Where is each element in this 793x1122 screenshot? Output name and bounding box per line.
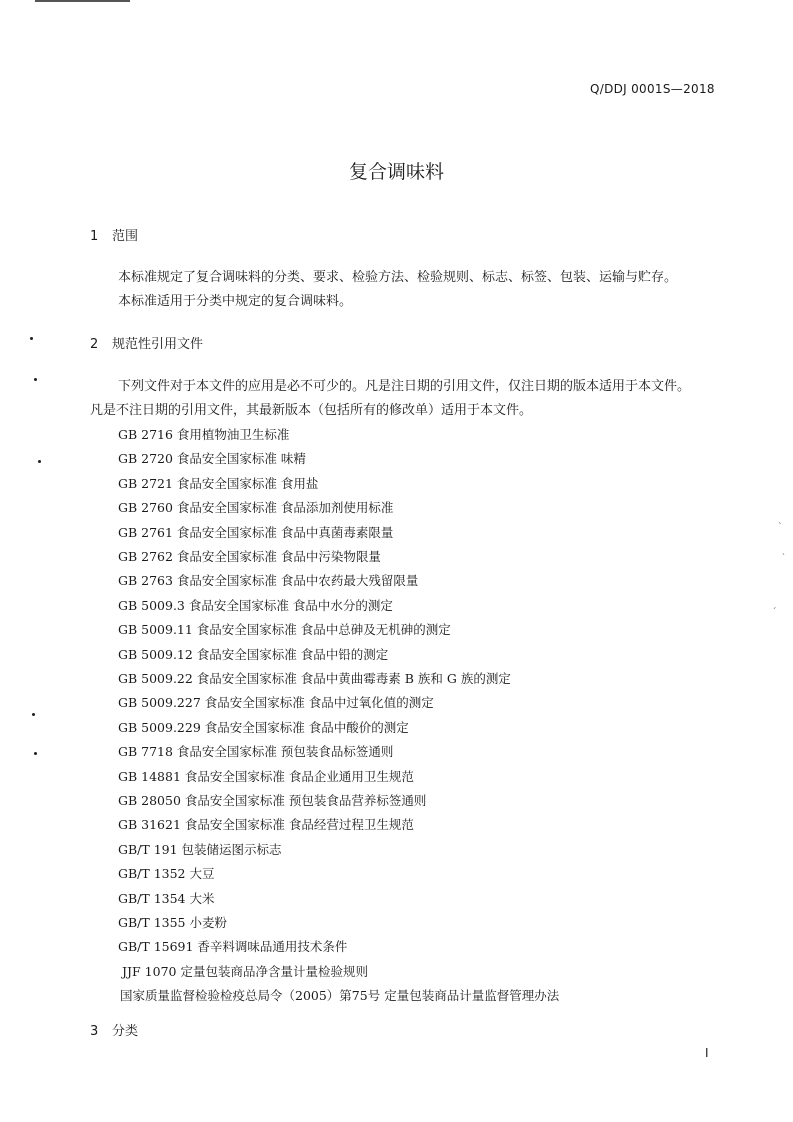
reference-item: GB 2720 食品安全国家标准 味精 (118, 451, 306, 466)
reference-item: GB 2760 食品安全国家标准 食品添加剂使用标准 (118, 500, 394, 515)
reference-item: GB 7718 食品安全国家标准 预包装食品标签通则 (118, 744, 394, 759)
reference-item: 国家质量监督检验检疫总局令（2005）第75号 定量包装商品计量监督管理办法 (120, 988, 560, 1003)
reference-item: GB 5009.11 食品安全国家标准 食品中总砷及无机砷的测定 (118, 622, 451, 637)
reference-item: GB 5009.22 食品安全国家标准 食品中黄曲霉毒素 B 族和 G 族的测定 (118, 671, 511, 686)
section-3-title: 分类 (112, 1024, 139, 1039)
section-3-heading (90, 1020, 138, 1039)
reference-item: GB 5009.229 食品安全国家标准 食品中酸价的测定 (118, 720, 409, 735)
section-2-title: 规范性引用文件 (112, 337, 204, 352)
reference-item: GB 2763 食品安全国家标准 食品中农药最大残留限量 (118, 573, 419, 588)
scan-speck (34, 378, 37, 381)
reference-item: JJF 1070 定量包装商品净含量计量检验规则 (122, 964, 368, 979)
reference-item: GB 28050 食品安全国家标准 预包装食品营养标签通则 (118, 793, 427, 808)
page-number: I (705, 1046, 709, 1060)
reference-item: GB 5009.12 食品安全国家标准 食品中铅的测定 (118, 647, 389, 662)
reference-item: GB 2761 食品安全国家标准 食品中真菌毒素限量 (118, 525, 394, 540)
section-1-title: 范围 (112, 229, 139, 244)
scan-mark: ˏ (772, 600, 777, 610)
section-2-heading (90, 333, 203, 352)
section-2-intro-line: 下列文件对于本文件的应用是必不可少的。凡是注日期的引用文件，仅注日期的版本适用于本文件。 (118, 379, 691, 394)
reference-item: GB 5009.3 食品安全国家标准 食品中水分的测定 (118, 598, 393, 613)
section-2-intro-line: 凡是不注日期的引用文件，其最新版本（包括所有的修改单）适用于本文件。 (90, 403, 533, 418)
scan-speck (30, 337, 33, 340)
reference-item: GB 14881 食品安全国家标准 食品企业通用卫生规范 (118, 769, 414, 784)
scan-mark: ˴ (782, 549, 785, 559)
document-code: Q/DDJ 0001S—2018 (590, 82, 715, 96)
document-title: 复合调味料 (348, 161, 444, 183)
scan-speck (38, 460, 41, 463)
reference-item: GB/T 1355 小麦粉 (118, 915, 227, 930)
reference-item: GB/T 15691 香辛料调味品通用技术条件 (118, 939, 348, 954)
section-1-heading (90, 225, 138, 244)
reference-item: GB 31621 食品安全国家标准 食品经营过程卫生规范 (118, 817, 414, 832)
reference-item: GB/T 1352 大豆 (118, 866, 215, 881)
section-1-number: 1 (90, 229, 99, 244)
reference-item: GB/T 191 包装储运图示标志 (118, 842, 282, 857)
reference-item: GB/T 1354 大米 (118, 891, 215, 906)
reference-item: GB 2762 食品安全国家标准 食品中污染物限量 (118, 549, 381, 564)
reference-item: GB 2721 食品安全国家标准 食用盐 (118, 476, 319, 491)
section-1-paragraph: 本标准适用于分类中规定的复合调味料。 (118, 294, 353, 309)
scan-edge-line (35, 0, 130, 2)
scan-speck (34, 752, 37, 755)
scan-speck (32, 713, 35, 716)
section-3-number: 3 (90, 1024, 99, 1039)
scan-mark: ˎ (778, 515, 783, 525)
reference-item: GB 5009.227 食品安全国家标准 食品中过氧化值的测定 (118, 695, 434, 710)
reference-item: GB 2716 食用植物油卫生标准 (118, 427, 290, 442)
section-2-number: 2 (90, 337, 99, 352)
section-1-paragraph: 本标准规定了复合调味料的分类、要求、检验方法、检验规则、标志、标签、包装、运输与贮存。 (118, 270, 678, 285)
